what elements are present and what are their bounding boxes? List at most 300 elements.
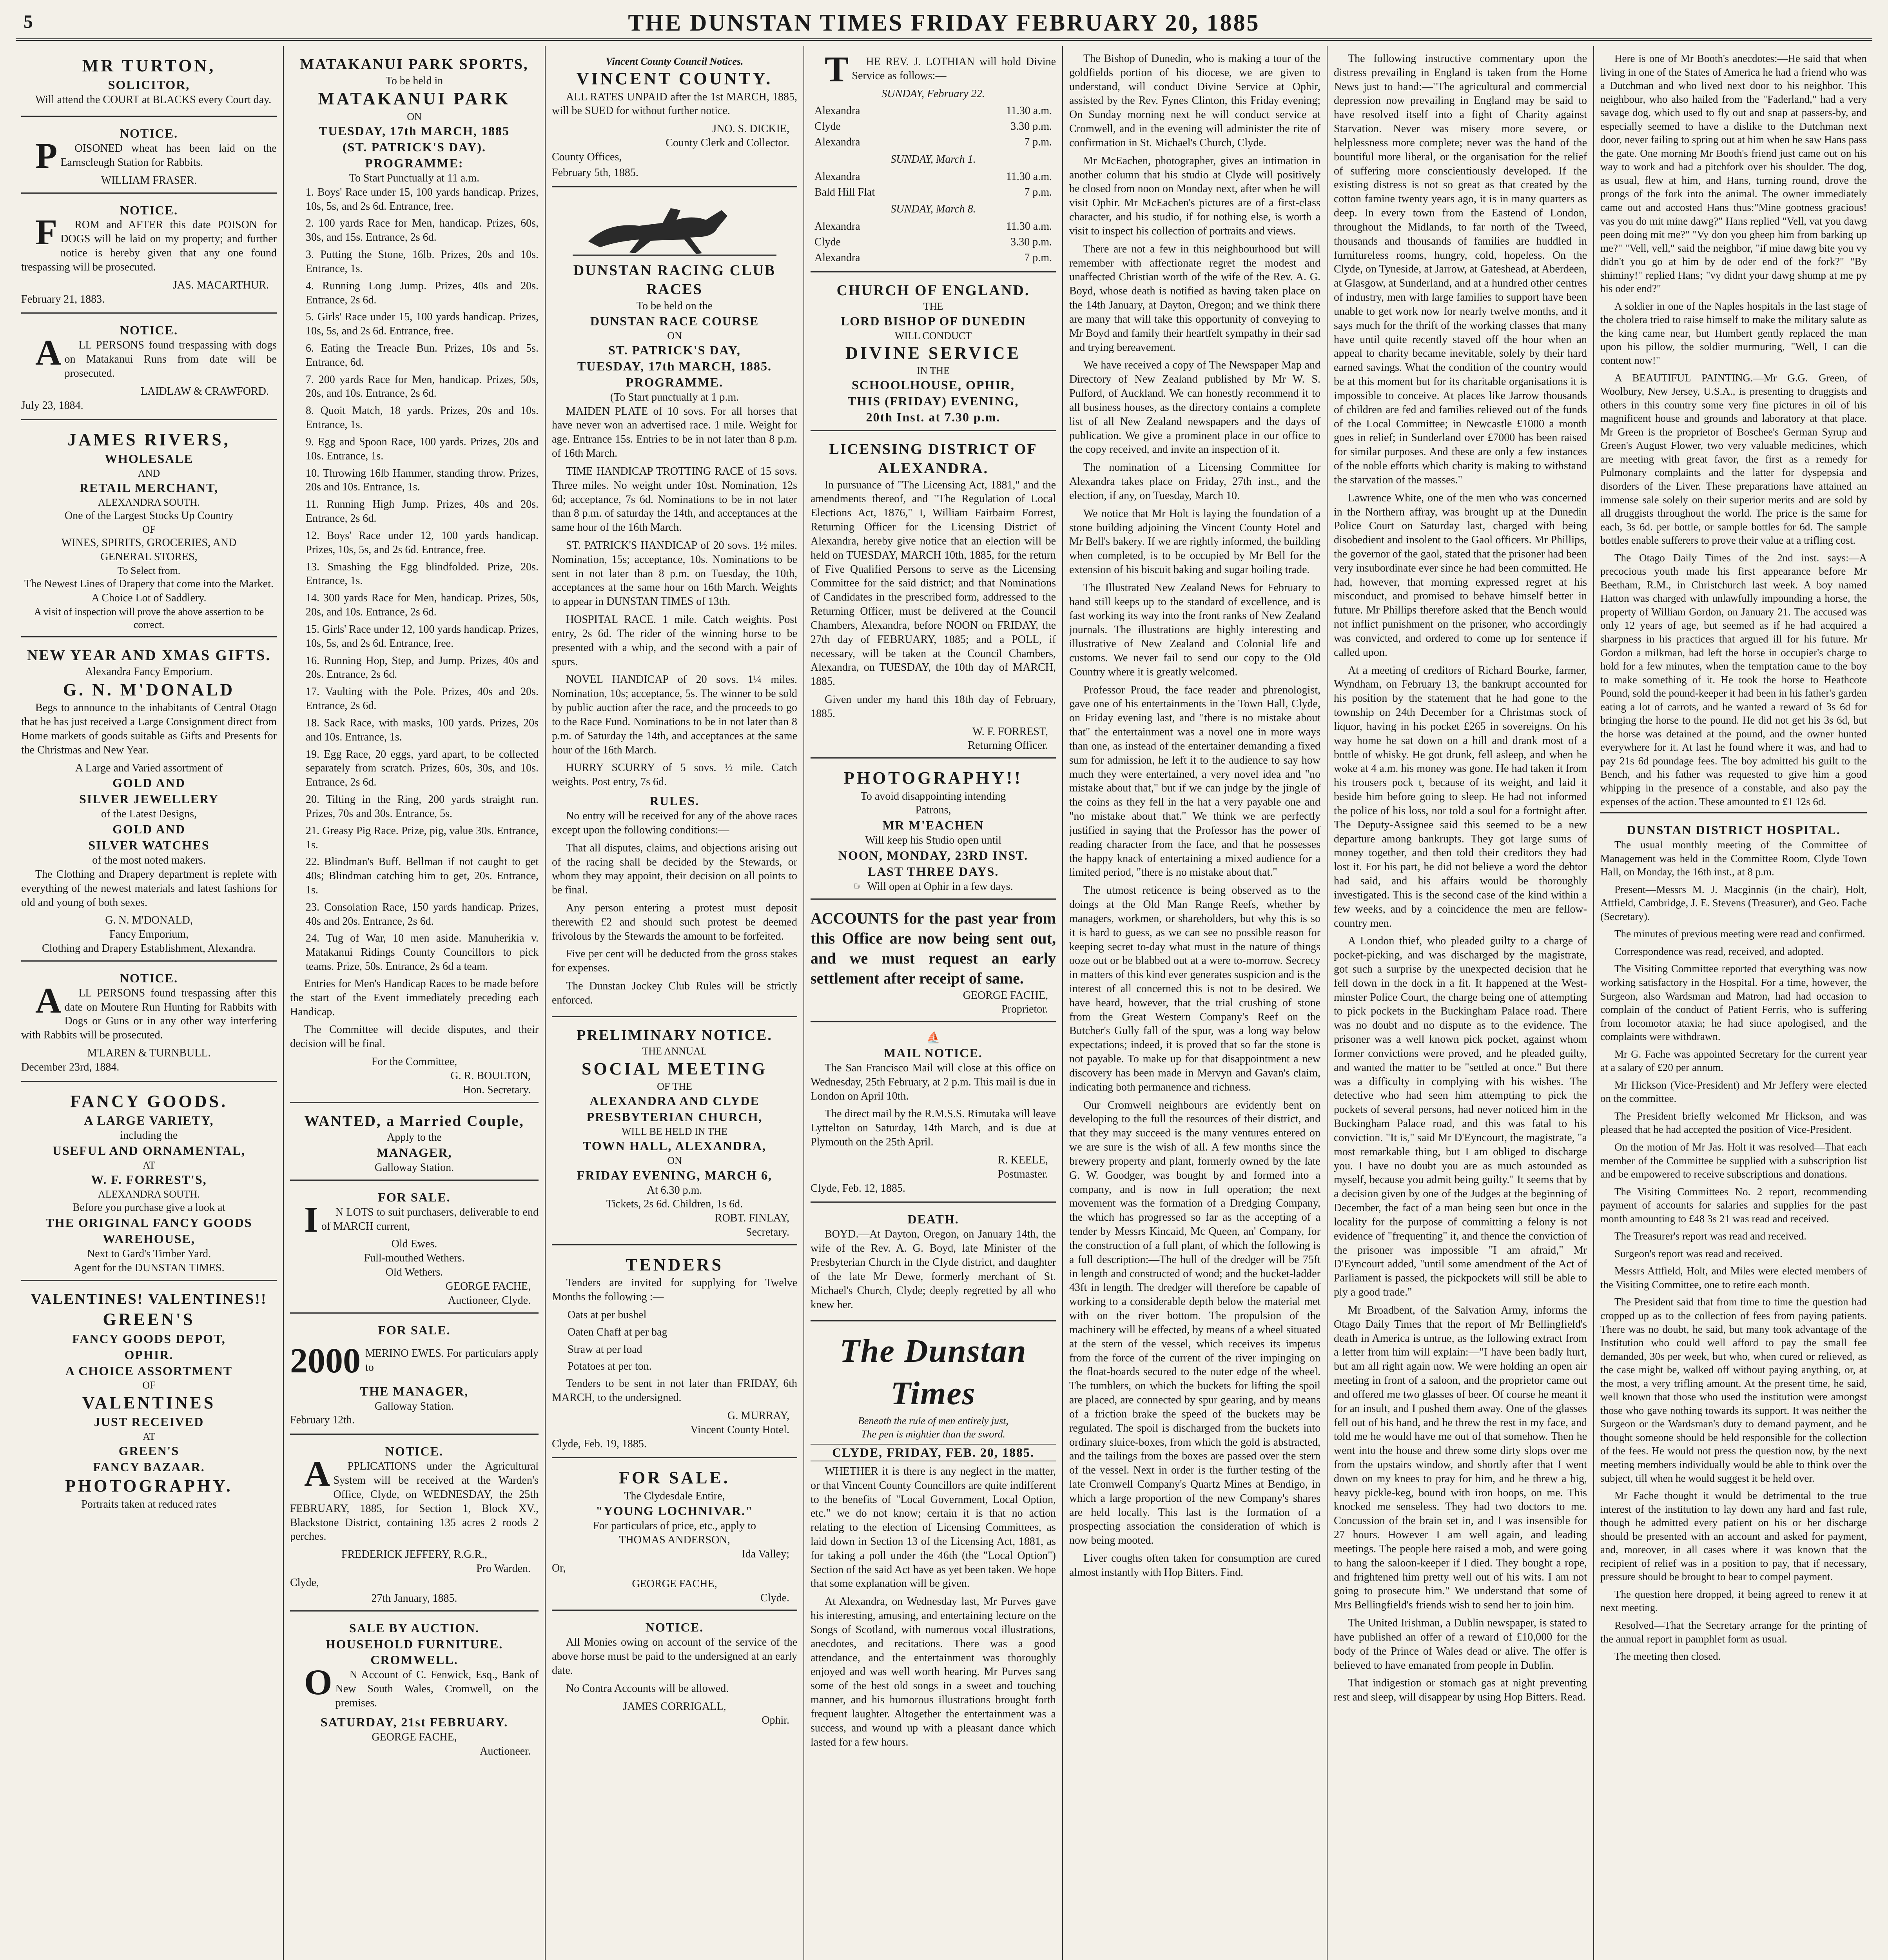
service-row — [814, 135, 1052, 149]
report-paragraph: The President briefly welcomed Mr Hickson, and was pleased that he had accepted the position of Vice-President. — [1600, 1110, 1867, 1136]
ad-line: FRIDAY EVENING, MARCH 6, — [577, 1168, 773, 1182]
notice-date: February 21, 1883. — [21, 293, 105, 305]
notice-body: In pursuance of "The Licensing Act, 1881," and the amendments thereof, and "The Regulation of Local Elections Act, 1876," I, William Fairbairn Forrest, Returning Officer for the Licensing District of Alexandra, hereby give notice that an election will be held on TUESDAY, MARCH 10th, 1885, for the return of Five Qualified Persons to serve as the Licensing Committee for the said district; and that Nominations of Candidates in the prescribed form, addressed to the Returning Officer, must be delivered at the Council Chambers, Alexandra, before NOON on FRIDAY, the 27th day of FEBRUARY, 1885; and a POLL, if necessary, will be taken at the Council Chambers, Alexandra, on TUESDAY, the 10th day of MARCH, 1885. — [811, 479, 1056, 688]
notice-location: Clyde, — [290, 1576, 319, 1589]
ad-line: GREEN'S — [118, 1444, 180, 1458]
ad-heading: PHOTOGRAPHY!! — [843, 768, 1023, 788]
race-item: MAIDEN PLATE of 10 sovs. For all horses that have never won an advertised race. 1 mile. Weight for age. Entrance 15s. Entries to be in not later than 8 p.m. of 16th March. — [552, 405, 797, 460]
programme-item: 6. Eating the Treacle Bun. Prizes, 10s and 5s. Entrance, 6d. — [306, 342, 539, 368]
notice-signature: Pro Warden. — [476, 1563, 531, 1575]
programme-item: 13. Smashing the Egg blindfolded. Prize, 20s. Entrance, 1s. — [306, 561, 539, 587]
ad-wanted — [290, 1103, 539, 1181]
notice-body: No Contra Accounts will be allowed. — [566, 1682, 729, 1695]
report-paragraph: Mr Hickson (Vice-President) and Mr Jeffery were elected on the committee. — [1600, 1079, 1867, 1105]
hospital-report — [1600, 812, 1867, 1672]
notice-body: The San Francisco Mail will close at this office on Wednesday, 25th February, at 2 p.m. This mail is due in London on April 10th. — [811, 1062, 1056, 1102]
notice-signature: JAS. MACARTHUR. — [173, 279, 269, 291]
programme-item: 8. Quoit Match, 18 yards. Prizes, 20s and 10s. Entrance, 1s. — [306, 405, 539, 431]
notice-body: ALL PERSONS found trespassing with dogs on Matakanui Runs from date will be prosecuted. — [35, 332, 277, 380]
service-time: 7 p.m. — [1024, 251, 1052, 264]
column-rule — [283, 46, 284, 1960]
ad-line: 20th Inst. at 7.30 p.m. — [866, 410, 1001, 425]
ad-heading: TENDERS — [626, 1255, 724, 1274]
notice-heading: NOTICE. — [120, 126, 178, 141]
ad-church-of-england — [811, 272, 1056, 432]
section-kicker: Vincent County Council Notices. — [606, 56, 744, 67]
ad-line: For particulars of price, etc., apply to — [593, 1520, 756, 1532]
column-1 — [16, 46, 282, 1960]
column-3 — [546, 46, 803, 1960]
column-rule — [803, 46, 804, 1960]
ad-line: THE ANNUAL — [642, 1045, 707, 1057]
programme-item: 19. Egg Race, 20 eggs, yard apart, to be collected separately from scratch. Prizes, 60s, 30s, and 10s. Entrance, 2s 6d. — [306, 748, 539, 789]
notice-body: The direct mail by the R.M.S.S. Rimutaka will leave Lyttelton on Saturday, 14th March, and is due at Plymouth on the 25th April. — [811, 1108, 1056, 1149]
ad-heading: FOR SALE. — [619, 1468, 730, 1488]
ad-body: IN LOTS to suit purchasers, deliverable to end of MARCH current, — [304, 1199, 539, 1240]
news-paragraph: The Bishop of Dunedin, who is making a tour of the goldfields portion of his diocese, we are given to understand, will conduct Divine Service at Ophir, assisted by the Rev. Fynes Clinton, this Friday evening; On Sunday morning next he will conduct service at Cromwell, and in the evening will administer the rite of confirmation in St. Michael's Church, Clyde. — [1069, 53, 1320, 149]
ad-line: Apply to the — [387, 1131, 442, 1144]
ad-line: PROGRAMME: — [365, 156, 464, 170]
ad-signature: Auctioneer, Clyde. — [448, 1294, 531, 1307]
ad-line: JUST RECEIVED — [94, 1415, 204, 1429]
ad-line: USEFUL AND ORNAMENTAL, — [52, 1143, 246, 1158]
ad-line: AND — [138, 467, 160, 479]
news-paragraph: The nomination of a Licensing Committee for Alexandra takes place on Friday, 27th inst., and the election, if any, on Tuesday, March 10. — [1069, 461, 1320, 502]
column-rule — [1327, 46, 1328, 1960]
notice-trespass-moutere — [21, 962, 277, 1082]
ad-line: VALENTINES — [82, 1393, 216, 1412]
ad-big-number: 2000 — [290, 1341, 361, 1380]
ad-heading: WANTED, a Married Couple, — [304, 1112, 524, 1129]
ad-line: THE MANAGER, — [360, 1384, 469, 1398]
ad-line: OF — [142, 1379, 156, 1391]
report-paragraph: Resolved—That the Secretary arrange for the printing of the annual report in pamphlet form as usual. — [1600, 1619, 1867, 1645]
service-row — [814, 185, 1052, 200]
ad-divine-service — [811, 46, 1056, 272]
news-paragraph: Our Cromwell neighbours are evidently bent on developing to the full the resources of their district, and that they may succeed is the many ventures entered on we are sure is the wish of all. A few months since the brewery property and plant, formerly owned by the late G. W. Goodger, was bought by and formed into a company, and is now in full operation; the next movement was the formation of a Dredging Company, the which has progressed so far as the accepting of a tender by Messrs Kincaid, Mc Queen, an' Company, for the construction of a full plant, of which the following is a full description:—The hull of the dredger will be 75ft in length and constructed of wood; and the bucket-ladder 43ft in length. The dredger will therefore be capable of working to a considerable depth below the material met with on the river bottom. The propulsion of the machinery will be effected, by means of a wheel situated at the stern of the vessel, which receives its impetus from the force of the current of the river impinging on the float-boards secured to the outer edge of the wheel. The tumblers, on which the buckets for lifting the spoil are placed, are connected by spur gearing, and by means of a friction brake the speed of the buckets may be regulated. The spoil is discharged from the buckets into ordinary sluice-boxes, from which the gold is abstracted, and the tailings from the boxes are passed over the stern of the vessel. Next in order is the further testing of the late Cromwell Company's Quartz Mines at Bendigo, in which a large proportion of the new Company's shares are held locally. This last is the formation of a prospecting association the consideration of which is now being mooted. — [1069, 1099, 1320, 1547]
ad-line: ST. PATRICK'S DAY, — [608, 343, 741, 357]
report-heading: DUNSTAN DISTRICT HOSPITAL. — [1627, 823, 1841, 837]
programme-item: 5. Girls' Race under 15, 100 yards handicap. Prizes, 10s, 5s, and 2s 6d. Entrance, free. — [306, 311, 539, 338]
notice-trespass-matakanui — [21, 314, 277, 420]
service-time: 7 p.m. — [1024, 136, 1052, 149]
column-rule — [545, 46, 546, 1960]
programme-item: 21. Greasy Pig Race. Prize, pig, value 30s. Entrance, 1s. — [306, 824, 539, 851]
column-rule — [1062, 46, 1063, 1960]
notice-heading: VINCENT COUNTY. — [576, 69, 773, 89]
ad-line: Will open at Ophir in a few days. — [867, 880, 1013, 893]
notice-heading: NOTICE. — [645, 1620, 704, 1635]
ad-subheading: SOLICITOR, — [108, 78, 190, 92]
news-paragraph: The Illustrated New Zealand News for February to hand still keeps up to the standard of excellence, and is fast working its way into the front ranks of New Zealand journals. The illustrations are highly interesting and illustrative of New Zealand and Colonial life and customs. We never fail to send our copy to the Old Country where it is greatly welcomed. — [1069, 581, 1320, 678]
tender-item: Oats at per bushel — [568, 1308, 647, 1321]
race-item: ST. PATRICK'S HANDICAP of 20 sovs. 1½ miles. Nomination, 15s; acceptance, 10s. Nominations to be sent in not later than 8 p.m. on Tuesday, the 10th, acceptances at the same hour on 16th March. Weights to appear in DUNSTAN TIMES of 13th. — [552, 539, 797, 608]
rules-heading: RULES. — [649, 794, 700, 808]
ad-matakanui-sports — [290, 46, 539, 1103]
ad-body: Tenders are invited for supplying for Twelve Months the following :— — [552, 1277, 797, 1303]
ad-line: CROMWELL. — [370, 1653, 458, 1667]
notice-date: Clyde, Feb. 12, 1885. — [811, 1182, 905, 1194]
service-place: Clyde — [814, 236, 841, 249]
masthead — [16, 7, 1872, 41]
ad-line: NOON, MONDAY, 23RD INST. — [838, 848, 1028, 863]
programme-item: 7. 200 yards Race for Men, handicap. Prizes, 50s, 20s, and 10s. Entrance, 2s 6d. — [306, 373, 539, 400]
ad-heading: MR TURTON, — [82, 56, 216, 75]
ad-valentines — [21, 1281, 277, 1516]
programme-item: 15. Girls' Race under 12, 100 yards handicap. Prizes, 10s, 5s, and 2s 6d. Entrance, free. — [306, 623, 539, 650]
tender-item: Straw at per load — [568, 1343, 642, 1356]
ad-heading: VALENTINES! VALENTINES!! — [31, 1290, 267, 1307]
notice-signature: FREDERICK JEFFERY, R.G.R., — [341, 1548, 488, 1561]
ad-heading: FOR SALE. — [378, 1190, 451, 1204]
ad-heading: SALE BY AUCTION. — [349, 1621, 480, 1635]
race-item: TIME HANDICAP TROTTING RACE of 15 sovs. Three miles. No weight under 10st. Nomination, 12s 6d; acceptance, 7s 6d. Nominations to be in not later than 8 p.m. of saturday the 14th, and acceptances at the same hour of the 16th March. — [552, 465, 797, 534]
ad-heading: FOR SALE. — [378, 1323, 451, 1337]
programme-item: 20. Tilting in the Ring, 200 yards straight run. Prizes, 70s and 30s. Entrance, 5s. — [306, 793, 539, 820]
report-paragraph: The usual monthly meeting of the Committee of Management was held in the Committee Room, Clyde Town Hall, on Monday, the 16th inst., at 8 p.m. — [1600, 839, 1867, 878]
rule-item: That all disputes, claims, and objections arising out of the racing shall be decided by the Stewards, or whom they may appoint, their decision on all points to be final. — [552, 842, 797, 897]
service-place: Alexandra — [814, 251, 860, 264]
ad-line: WINES, SPIRITS, GROCERIES, AND — [61, 537, 237, 549]
news-items — [1334, 46, 1587, 1704]
ad-line: SOCIAL MEETING — [582, 1059, 767, 1078]
rule-item: No entry will be received for any of the above races except upon the following conditions:— — [552, 810, 797, 836]
notice-mail — [811, 1022, 1056, 1203]
page-number: 5 — [24, 11, 33, 32]
ad-line: FANCY GOODS DEPOT, — [72, 1331, 226, 1346]
service-row — [814, 120, 1052, 134]
report-paragraph: Mr G. Fache was appointed Secretary for the current year at a salary of £20 per annum. — [1600, 1048, 1867, 1074]
news-paragraph: We notice that Mr Holt is laying the foundation of a stone building adjoining the Vincent County Hotel and Mr Bell's bakery. If we are rightly informed, the building when completed, is to be occupied by Mr Bell for the extension of his biscuit baking and sugar boiling trade. — [1069, 507, 1320, 576]
ad-heading: DUNSTAN RACING CLUB RACES — [573, 262, 776, 298]
editorial-paragraph: WHETHER it is there is any neglect in the matter, or that Vincent County Councillors are quite indifferent to the benefits of "Local Government, Local Option, etc." we do not know; certain it is that no action relating to the election of Licensing Committees, as laid down in Section 13 of the Licensing Act, 1881, as for taking a poll under the 46th (the "Local Option") Section of the said Act have as yet been taken. We hope that some explanation will be given. — [811, 1465, 1056, 1590]
ad-line: SILVER WATCHES — [88, 838, 210, 853]
notice-signature: JNO. S. DICKIE, — [712, 123, 789, 135]
programme-item: 11. Running High Jump. Prizes, 40s and 20s. Entrance, 2s 6d. — [306, 498, 539, 525]
ad-heading: FANCY GOODS. — [70, 1091, 228, 1111]
service-row — [814, 104, 1052, 118]
ad-line: "YOUNG LOCHNIVAR." — [596, 1504, 753, 1518]
ad-line: Galloway Station. — [374, 1400, 454, 1412]
ad-signature: Proprietor. — [1001, 1003, 1048, 1016]
ad-line: To Select from. — [117, 565, 181, 577]
report-paragraph: The question here dropped, it being agreed to renew it at next meeting. — [1600, 1588, 1867, 1614]
ad-line: W. F. FORREST'S, — [91, 1172, 207, 1187]
ad-line: MATAKANUI PARK — [318, 89, 511, 109]
ad-signature: Hon. Secretary. — [462, 1083, 531, 1096]
programme-item: 9. Egg and Spoon Race, 100 yards. Prizes, 20s and 10s. Entrance, 1s. — [306, 436, 539, 462]
rule-item: Any person entering a protest must deposit therewith £2 and should such protest be deemed frivolous by the Stewards the amount to be forfeited. — [552, 902, 797, 942]
notice-signature: Ophir. — [762, 1714, 789, 1727]
notice-body: ALL PERSONS found trespassing after this date on Moutere Run Hunting for Rabbits with Dogs or Guns or in any other way interfering with Rabbits will be prosecuted. — [21, 980, 277, 1042]
notice-death — [811, 1203, 1056, 1321]
report-paragraph: The President said that from time to time the question had cropped up as to the collection of fees from paying patients. There was no doubt, he said, but many took advantage of the Institution who could well afford to pay the small fee demanded, 30s per week, but who, when cured or relieved, as the case might be, walked off without paying anything, or, at the most, a very trifling amount. At the present time, he said, well known that those who used the institution were amongst those who gave nothing towards its support. It was neither the Surgeon or the Wardsman's duty to demand payment, and he thought someone should be held responsible for the collection of the fees. He would not press the question now, by the next meeting members individually would be able to think over the subject, till when he would suggest it be held over. — [1600, 1296, 1867, 1484]
notice-body: BOYD.—At Dayton, Oregon, on January 14th, the wife of the Rev. A. G. Boyd, late Minister of the Presbyterian Church in the Clyde district, and daughter of the late Mr Dewe, formerly merchant of St. Michael's Church, Clyde; deeply regretted by all who knew her. — [811, 1228, 1056, 1311]
ad-line: One of the Largest Stocks Up Country — [64, 510, 234, 522]
news-paragraph: There are not a few in this neighbourhood but will remember with affectionate regret the modest and unaffected Christian worth of the wife of the Rev. A. G. Boyd, whose death is notified as having taken place on the 14th January, at Dayton, Oregon; and we think there are many that will take this opportunity of conveying to Mr Boyd and family their heartfelt sympathy in their sad and trying bereavement. — [1069, 243, 1320, 354]
notice-signature: W. F. FORREST, — [972, 725, 1048, 738]
ad-signature: Fancy Emporium, — [109, 928, 189, 941]
paper-motto: The pen is mightier than the sword. — [861, 1428, 1006, 1440]
notice-agricultural — [290, 1435, 539, 1611]
news-paragraph: Professor Proud, the face reader and phrenologist, gave one of his entertainments in the Town Hall, Clyde, on Friday evening last, and "there is no mistake about that" the entertainment was a novel one in more ways than one, as instead of the entertainer demanding a fixed sum for admission, he left it to the audience to say how much they were entertained, a very novel idea and "no mistake about that," but if we can judge by the jingle of the coins as they fell in the hat a very payable one and "no mistake about that." We think we are perfectly justified in saying that the Professor has the power of reading character from the face, and that he possesses the happy knack of entertaining a mixed audience for a limited period, "there is no mistake about that." — [1069, 684, 1320, 879]
ad-signature: Clothing and Drapery Establishment, Alexandra. — [42, 942, 256, 955]
ad-body: Begs to announce to the inhabitants of Central Otago that he has just received a Large Consignment direct from Home markets of goods suitable as Gifts and Presents for the Christmas and New Year. — [21, 702, 277, 756]
ad-line: RETAIL MERCHANT, — [79, 481, 219, 495]
report-paragraph: Surgeon's report was read and received. — [1614, 1247, 1783, 1259]
ad-line: including the — [120, 1129, 178, 1142]
ad-line: OF THE — [657, 1080, 692, 1092]
ad-line: Ida Valley; — [742, 1548, 789, 1561]
ad-name: G. N. M'DONALD — [63, 680, 235, 699]
ad-signature: Auctioneer. — [480, 1745, 531, 1757]
ad-date: Clyde, Feb. 19, 1885. — [552, 1437, 647, 1450]
programme-item: 22. Blindman's Buff. Bellman if not caught to get 40s; Blindman catching him to get, 20s. Entrance, 1s. — [306, 856, 539, 896]
notice-body: Given under my hand this 18th day of February, 1885. — [811, 693, 1056, 720]
ad-line: HOUSEHOLD FURNITURE. — [325, 1637, 503, 1651]
news-items — [1069, 46, 1320, 1580]
ad-line: (ST. PATRICK'S DAY). — [343, 140, 486, 154]
ad-line: A CHOICE ASSORTMENT — [65, 1363, 233, 1378]
ad-line: To avoid disappointing intending — [860, 790, 1006, 802]
ad-line: Before you purchase give a look at — [72, 1201, 226, 1214]
ad-for-sale-sheep — [290, 1181, 539, 1314]
paper-nameplate: The Dunstan Times — [840, 1333, 1027, 1412]
service-time: 11.30 a.m. — [1006, 105, 1052, 117]
programme-item: 10. Throwing 16lb Hammer, standing throw. Prizes, 20s and 10s. Entrance, 1s. — [306, 467, 539, 494]
news-paragraph: The United Irishman, a Dublin newspaper, is stated to have published an offer of a reward of £10,000 for the body of the Prince of Wales dead or alive. The offer is believed to have emanated from people in Dublin. — [1334, 1617, 1587, 1671]
ad-turton — [21, 46, 277, 117]
notice-poisoned-wheat — [21, 117, 277, 193]
ad-signature: ROBT. FINLAY, — [715, 1212, 789, 1225]
notice-heading: DEATH. — [907, 1212, 959, 1227]
column-5 — [1064, 46, 1326, 1960]
ad-subheading: Alexandra Fancy Emporium. — [85, 666, 213, 678]
ad-line: To be held in — [385, 74, 443, 87]
ad-social-meeting — [552, 1017, 797, 1245]
service-time: 3.30 p.m. — [1010, 236, 1052, 249]
notice-date: July 23, 1884. — [21, 399, 83, 412]
ad-line: DUNSTAN RACE COURSE — [590, 314, 759, 328]
notice-heading: NOTICE. — [120, 971, 178, 985]
notice-heading: NOTICE. — [385, 1444, 444, 1459]
programme-item: 16. Running Hop, Step, and Jump. Prizes, 40s and 20s. Entrance, 2s 6d. — [306, 654, 539, 681]
news-paragraph: The following instructive commentary upon the distress prevailing in England is taken from the Home News just to hand:—"The agricultural and commercial depression now prevailing in England may be said to have resolved itself into a fight of Charity against Starvation. Never was misery more severe, or helplessness more complete; never was the hand of the bountiful more liberal, or the organisation for the relief of suffering more conscientiously developed. If the existing distress is not so great as that created by the cotton famine twenty years ago, it is in many quarters as deep. In every town from the Eastend of London, throughout the Midlands, to far north of the Tweed, thousands and thousands of families are huddled in furnitureless rooms, hungry, cold, hopeless. On the Clyde, on Tyneside, at Jarrow, at Gateshead, at Aberdeen, at Glasgow, at Sunderland, and at a hundred other centres of industry, men with large families to support have been unable to get work now for nearly twelve months, and it says much for the thrift of the working classes that many have until quite recently staved off the hour when an appeal to charity became inevitable, solely by their hard earned savings. What the condition of the country would be at this moment but for its charitable organisations it is impossible to conceive. At places like Jarrow thousands of children are fed and families relieved out of the funds of the Local Committee; in Newcastle £1000 a month goes in relief; in Sunderland over £7000 has been raised for similar purposes. And these are only a few instances of the noble efforts which charity is making to withstand the starvation of the masses." — [1334, 53, 1587, 486]
ad-line: AT — [143, 1431, 155, 1443]
ad-dunstan-racing — [552, 187, 797, 1017]
programme-item: 23. Consolation Race, 150 yards handicap. Prizes, 40s and 20s. Entrance, 2s 6d. — [306, 901, 539, 927]
ad-line: THE — [923, 301, 943, 312]
ad-line: WILL CONDUCT — [894, 330, 972, 341]
ad-for-sale-ewes — [290, 1314, 539, 1435]
editorial-paragraph: At Alexandra, on Wednesday last, Mr Purves gave his interesting, amusing, and entertaining lecture on the Songs of Scotland, with numerous vocal illustrations, anecdotes, and recitations. There was a good attendance, and the entertainment was thoroughly enjoyed and was well worth hearing. Mr Purves sang some of the best old songs in a sweet and touching manner, and his humorous illustrations brought forth frequent laughter. Altogether the entertainment was a success, and wound up with a pleasant dance which lasted for a few hours. — [811, 1595, 1056, 1748]
notice-body: All Monies owing on account of the service of the above horse must be paid to the undersigned at an early date. — [552, 1636, 797, 1677]
programme-item: 17. Vaulting with the Pole. Prizes, 40s and 20s. Entrance, 2s 6d. — [306, 686, 539, 712]
ad-line: A LARGE VARIETY, — [84, 1113, 214, 1128]
ad-signature: G. MURRAY, — [727, 1409, 789, 1422]
notice-date: December 23rd, 1884. — [21, 1061, 120, 1073]
notice-body: ALL RATES UNPAID after the 1st MARCH, 1885, will be SUED for without further notice. — [552, 91, 797, 117]
ad-line: MANAGER, — [376, 1145, 452, 1160]
ad-line: TOWN HALL, ALEXANDRA, — [582, 1139, 767, 1153]
pointing-hand-icon: ☞ — [853, 880, 863, 893]
service-row — [814, 251, 1052, 265]
report-paragraph: Mr Fache thought it would be detrimental to the true interest of the institution to lay down any hard and fast rule, though he admitted every patient on his or her discharge should be presented with an account and asked for payment, and, moreover, in all cases where it was known that the recipient of relief was in a position to pay, that if necessary, pressure should be brought to bear to compel payment. — [1600, 1490, 1867, 1583]
column-2 — [285, 46, 544, 1960]
ad-body: The Clothing and Drapery department is replete with everything of the newest materials and latest fashions for old and young of both sexes. — [21, 868, 277, 909]
ad-line: of the most noted makers. — [92, 854, 206, 867]
paper-dateline: CLYDE, FRIDAY, FEB. 20, 1885. — [811, 1444, 1056, 1461]
service-time: 7 p.m. — [1024, 186, 1052, 198]
notice-date: 27th January, 1885. — [371, 1592, 457, 1604]
notice-signature: Postmaster. — [998, 1168, 1048, 1180]
ad-line: TUESDAY, 17th MARCH, 1885. — [577, 359, 772, 373]
ad-heading: PRELIMINARY NOTICE. — [577, 1027, 773, 1044]
tender-item: Oaten Chaff at per bag — [568, 1326, 667, 1338]
ad-signature: GEORGE FACHE, — [963, 989, 1048, 1002]
ad-line: AT — [143, 1159, 155, 1171]
ad-line: THIS (FRIDAY) EVENING, — [847, 394, 1019, 408]
ad-for-sale-horse — [552, 1458, 797, 1611]
notice-heading: LICENSING DISTRICT OF ALEXANDRA. — [829, 441, 1037, 477]
ad-signature: Secretary. — [746, 1226, 789, 1239]
paper-motto: Beneath the rule of men entirely just, — [858, 1415, 1008, 1427]
ad-line: IN THE — [916, 365, 950, 377]
ad-line: THOMAS ANDERSON, — [619, 1534, 730, 1546]
ad-body: ACCOUNTS for the past year from this Office are now being sent out, and we must request an early settlement after receipt of same. — [811, 909, 1056, 987]
ad-signature: G. R. BOULTON, — [450, 1069, 531, 1082]
race-item: HOSPITAL RACE. 1 mile. Catch weights. Post entry, 2s 6d. The rider of the winning horse to be presented with a whip, and the second with a pair of spurs. — [552, 613, 797, 668]
ad-line: GOLD AND — [112, 776, 185, 790]
ad-line: WAREHOUSE, — [102, 1232, 196, 1246]
ad-line: Next to Gard's Timber Yard. — [87, 1248, 211, 1260]
racehorse-illustration — [573, 198, 776, 257]
notice-signature: Returning Officer. — [968, 739, 1048, 752]
ad-tenders — [552, 1245, 797, 1458]
programme-item: 3. Putting the Stone, 16lb. Prizes, 20s and 10s. Entrance, 1s. — [306, 249, 539, 275]
ad-james-rivers — [21, 420, 277, 637]
service-place: Alexandra — [814, 105, 860, 117]
notice-signature: County Clerk and Collector. — [666, 137, 789, 149]
notice-licensing — [811, 431, 1056, 759]
notice-date: February 5th, 1885. — [552, 166, 638, 179]
notice-signature: M'LAREN & TURNBULL. — [87, 1047, 211, 1060]
service-row — [814, 220, 1052, 234]
news-paragraph: A London thief, who pleaded guilty to a charge of pocket-picking, and was discharged by the magistrate, got such a surprise by the unexpected decision that he fell down in the dock in a fit. It happened at the West-minster Police Court, the charge being one of attempting to pick pockets in the Buckingham Palace road. There was no doubt and no dispute as to the evidence. The prisoner was a well known pick pocket, against whom former convictions were proved, and he pleaded guilty, and wanted the matter to be "settled at once." But there was a difficulty in complying with his wishes. The detective who had seen him attempting to pick the pockets of several persons, had never noticed him in the Buckingham Palace road, and this was fatal to his conviction. "It is," said Mr D'Eyncourt, the magistrate, "a most remarkable thing, but I am obliged to discharge you. I have no doubt you are as much astounded as myself, because you admit being guilty." It seems that by a decision given by one of the Judges at the beginning of December, the fact of a man being seen but once in the locality for the purpose of committing a felony is not evidence of "frequenting" it, and thence the conviction of the prisoner was impossible "I am afraid," Mr D'Eyncourt added, "until some amendment of the Act of Parliament is passed, the pickpockets will still be able to ply a good trade." — [1334, 935, 1587, 1299]
ad-line: of the Latest Designs, — [101, 808, 197, 820]
news-paragraph: Lawrence White, one of the men who was concerned in the Northern affray, was brought up at the Dunedin Police Court on Saturday last, charged with being disobedient and insolent to the Gaol officers. Mr Phillips, the governor of the gaol, stated that the prisoner had been very insubordinate ever since he had been committed. He had, however, that morning expressed regret at his misconduct, and promised to behave himself better in future. Mr Phillips therefore asked that the Bench would not inflict punishment on the prisoner, who accordingly was convicted, and ordered to come up for sentence if called upon. — [1334, 492, 1587, 659]
ad-heading: CHURCH OF ENGLAND. — [836, 282, 1030, 299]
ad-line: THE ORIGINAL FANCY GOODS — [45, 1216, 252, 1230]
report-paragraph: The Treasurer's report was read and received. — [1614, 1230, 1806, 1242]
ad-line: Or, — [552, 1562, 566, 1574]
service-row — [814, 235, 1052, 249]
ad-heading: NEW YEAR AND XMAS GIFTS. — [27, 647, 271, 664]
rule-item: The Dunstan Jockey Club Rules will be strictly enforced. — [552, 980, 797, 1006]
ad-xmas-gifts — [21, 637, 277, 962]
ad-date: February 12th. — [290, 1414, 355, 1426]
ad-line: FANCY BAZAAR. — [93, 1460, 205, 1474]
ad-body: ON Account of C. Fenwick, Esq., Bank of New South Wales, Cromwell, on the premises. — [304, 1662, 539, 1710]
service-date: SUNDAY, March 8. — [890, 203, 976, 216]
ad-line: GREEN'S — [103, 1310, 195, 1329]
report-paragraph: The Visiting Committees No. 2 report, recommending payment of accounts for salaries and supplies for the past month amounting to £48 3s 21 was read and received. — [1600, 1185, 1867, 1225]
ad-line: To be held on the — [637, 299, 713, 312]
programme-item: 14. 300 yards Race for Men, handicap. Prizes, 50s, 20s, and 10s. Entrance, 2s 6d. — [306, 592, 539, 619]
ad-line: Full-mouthed Wethers. — [364, 1252, 465, 1265]
service-date: SUNDAY, February 22. — [881, 87, 985, 100]
ad-auction — [290, 1612, 539, 1763]
column-6 — [1328, 46, 1592, 1960]
report-paragraph: The meeting then closed. — [1614, 1650, 1721, 1662]
ad-line: PHOTOGRAPHY. — [65, 1476, 233, 1496]
ad-line: PROGRAMME. — [626, 375, 724, 389]
programme-item: 18. Sack Race, with masks, 100 yards. Prizes, 20s and 10s. Entrance, 1s. — [306, 717, 539, 743]
ad-signature: Vincent County Hotel. — [690, 1423, 789, 1436]
notice-signature: LAIDLAW & CRAWFORD. — [140, 385, 269, 397]
race-item: NOVEL HANDICAP of 20 sovs. 1¼ miles. Nomination, 10s; acceptance, 5s. The winner to be sold by public auction after the race, and the proceeds to go to the Race Fund. Nominations to be in not later than 8 p.m. of Saturday the 14th, and acceptances at the same hour of the 16th March. — [552, 673, 797, 756]
news-paragraph: The Otago Daily Times of the 2nd inst. says:—A precocious youth made his first appearance before Mr Beetham, R.M., in Christchurch last week. A boy named Hatton was charged with unlawfully impounding a horse, the property of William Gordon, on January 21. The accused was only 12 years of age, but seemed as if he had acquired a sharpness in his practices that argued ill for his future. Mr Gordon a milkman, had left the horse in occupier's charge to hold for a few minutes, when the temptation came to the boy to make something of it. He took the horse to Heathcote Pound, sold the pound-keeper it had been in his father's garden eating a lot of carrots, and he wanted a reward of 3s 6d for bringing the horse to the pound. He did not get his 3s 6d, but the horse was detained at the pound, and the owner hunted everywhere for it. At last he found where it was, and had to pay 21s 6d poundage fees. The boy admitted his guilt to the Bench, and his father was requested to give him a good whipping in the presence of a constable, and also pay the expenses of the action. These amounted to £1 12s 6d. — [1600, 552, 1867, 808]
ad-line: MERINO EWES. For particulars apply to — [365, 1347, 539, 1374]
ad-line: SATURDAY, 21st FEBRUARY. — [320, 1715, 508, 1729]
ad-accounts — [811, 900, 1056, 1022]
notice-signature: R. KEELE, — [998, 1154, 1048, 1166]
ad-line: A Large and Varied assortment of — [75, 762, 223, 774]
notice-heading: NOTICE. — [120, 323, 178, 338]
programme-item: 12. Boys' Race under 12, 100 yards handicap. Prizes, 10s, 5s, and 2s 6d. Entrance, free. — [306, 529, 539, 556]
service-row — [814, 170, 1052, 184]
ad-line: The Newest Lines of Drapery that come into the Market. — [24, 578, 274, 590]
service-date: SUNDAY, March 1. — [890, 153, 976, 165]
news-paragraph: Mr McEachen, photographer, gives an intimation in another column that his studio at Clyde will positively be closed from noon on Monday next, after when he will visit Ophir. Mr McEachen's pictures are of a first-class character, and his studio, if for nothing else, is worth a visit to inspect his collection of portraits and views. — [1069, 154, 1320, 237]
notice-signature: WILLIAM FRASER. — [101, 174, 197, 187]
report-paragraph: Messrs Attfield, Holt, and Miles were elected members of the Visiting Committee, one to retire each month. — [1600, 1265, 1867, 1290]
ad-line: Will keep his Studio open until — [865, 834, 1002, 847]
ad-photography — [811, 759, 1056, 899]
report-paragraph: Present—Messrs M. J. Macginnis (in the chair), Holt, Attfield, Cambridge, J. E. Stevens (Treasurer), and Geo. Fache (Secretary). — [1600, 883, 1867, 922]
service-place: Alexandra — [814, 220, 860, 233]
ad-line: ALEXANDRA SOUTH. — [98, 1189, 200, 1200]
ad-body: The Committee will decide disputes, and their decision will be final. — [290, 1024, 539, 1050]
tender-item: Potatoes at per ton. — [568, 1360, 652, 1373]
service-time: 11.30 a.m. — [1006, 220, 1052, 233]
ad-line: OF — [142, 524, 156, 535]
service-place: Alexandra — [814, 136, 860, 149]
service-place: Alexandra — [814, 170, 860, 183]
ad-line: LORD BISHOP OF DUNEDIN — [840, 314, 1026, 328]
service-time: 11.30 a.m. — [1006, 170, 1052, 183]
ad-body: Tenders to be sent in not later than FRIDAY, 6th MARCH, to the undersigned. — [552, 1377, 797, 1404]
ad-line: (To Start punctually at 1 p.m. — [610, 391, 739, 403]
ad-line: Patrons, — [915, 804, 951, 817]
ad-line: TUESDAY, 17th MARCH, 1885 — [319, 124, 510, 138]
service-place: Bald Hill Flat — [814, 186, 875, 198]
ad-line: ON — [667, 330, 682, 341]
ad-line: PRESBYTERIAN CHURCH, — [586, 1110, 763, 1124]
ad-line: SCHOOLHOUSE, OPHIR, — [852, 378, 1015, 392]
report-paragraph: The Visiting Committee reported that everything was now working satisfactory in the Hospital. For a time, however, the Surgeon, also Wardsman and Matron, had had occasion to complain of the conduct of Patient Ferris, who is suffering from locomotor ataxia; he had since apologised, and the complaints were withdrawn. — [1600, 963, 1867, 1043]
notice-monies — [552, 1611, 797, 1732]
programme-item: 2. 100 yards Race for Men, handicap. Prizes, 60s, 30s, and 15s. Entrance, 2s 6d. — [306, 217, 539, 244]
ad-line: Agent for the DUNSTAN TIMES. — [73, 1261, 225, 1274]
notice-heading: MAIL NOTICE. — [884, 1046, 983, 1060]
notice-line: County Offices, — [552, 151, 622, 163]
ad-line: GEORGE FACHE, — [632, 1577, 717, 1590]
report-paragraph: Correspondence was read, received, and adopted. — [1614, 945, 1824, 957]
ad-body: Will attend the COURT at BLACKS every Court day. — [35, 94, 272, 106]
ad-line: Old Wethers. — [385, 1266, 443, 1279]
ad-line: LAST THREE DAYS. — [867, 864, 999, 878]
